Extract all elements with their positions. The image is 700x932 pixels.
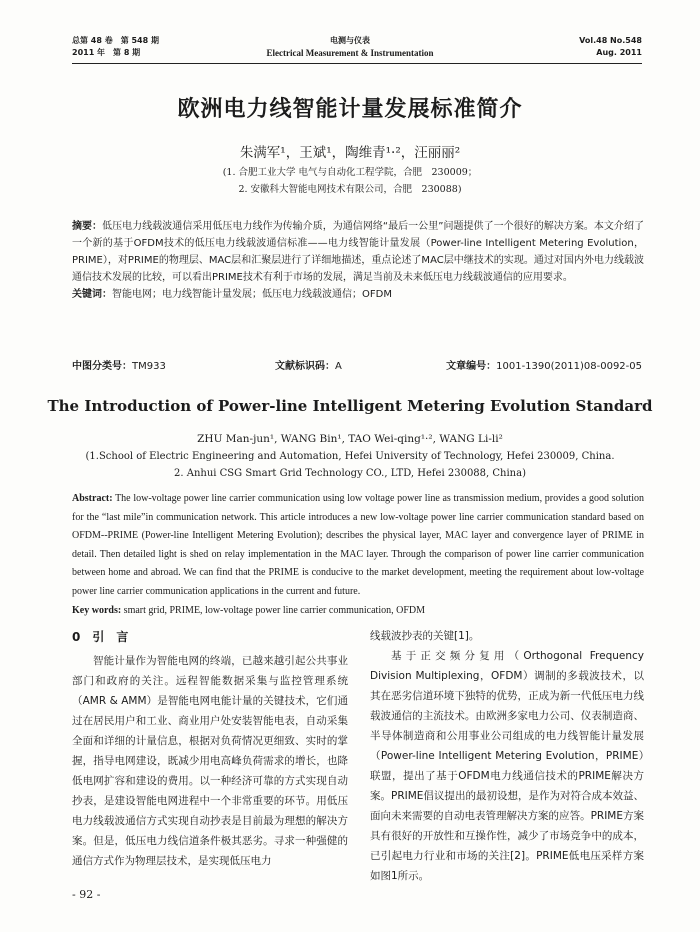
authors-english: ZHU Man-jun¹, WANG Bin¹, TAO Wei-qing¹·², WANG Li-li² [197,433,503,445]
title-chinese: 欧洲电力线智能计量发展标准简介 [177,97,523,122]
header-center-line2: Electrical Measurement & Instrumentation [266,48,434,58]
body-column-right [370,626,644,886]
keywords-en-text: smart grid, PRIME, low-voltage power line carrier communication, OFDM [123,604,425,616]
abstract-chinese [72,218,644,303]
header-center-line1: 电测与仪表 [330,36,370,45]
section-heading-introduction: 0 引 言 [72,630,129,644]
affiliation-cn-2: 2. 安徽科大智能电网技术有限公司，合肥 230088) [238,184,462,195]
affiliation-cn-1: (1. 合肥工业大学 电气与自动化工程学院，合肥 230009； [222,167,478,178]
affiliation-en-2: 2. Anhui CSG Smart Grid Technology CO., LTD, Hefei 230088, China) [174,468,526,479]
authors-chinese: 朱满军¹，王斌¹，陶维青¹·²，汪丽丽² [239,145,461,161]
document-code [275,357,342,372]
col2-first-line: 线载波抄表的关键[1]。 [370,630,480,642]
classification-value: TM933 [132,361,166,372]
header-right-line1: Vol.48 No.548 [579,36,642,45]
affiliations-chinese [0,164,700,198]
abstract-cn-label: 摘要： [72,221,103,232]
keywords-cn-text: 智能电网；电力线智能计量发展；低压电力线载波通信；OFDM [112,289,392,300]
header-left-line1: 总第 48 卷 第 548 期 [72,36,159,45]
article-number [446,357,642,372]
abstract-cn-text: 低压电力线载波通信采用低压电力线作为传输介质，为通信网络“最后一公里”问题提供了一个很好的解决方案。本文介绍了一个新的基于OFDM技术的低压电力线载波通信标准——电力线智能计量发展（Power-line Intelligent Metering Evolution，PRIME），对PRIME的物理层、MAC层和汇聚层进行了详细地描述，重点论述了MAC层中继技术的实现。通过对国内外电力线载波通信技术发展的比较，可以看出PRIME技术有利于市场的发展，满足当前及未来低压电力线载波通信的应用要求。 [72,221,644,283]
header-rule [72,63,642,64]
abstract-en-text: The low-voltage power line carrier communication using low voltage power line as transmission medium, provides a good solution for the “last mile”in communication network. This article introduces a new low-voltage power line carrier communication standard based on OFDM--PRIME (Power-line Intelligent Metering Evolution); describes the physical layer, MAC layer and convergence layer of PRIME in detail. Then detailed light is shed on relay implementation in the MAC layer. Through the comparison of power line carrier communication between home and abroad. We can find that the PRIME is conducive to the market development, meeting the requirement about low-voltage power line carrier communication applications in the current and future. [72,493,644,597]
classification-number [72,357,166,372]
affiliation-en-1: (1.School of Electric Engineering and Automation, Hefei University of Technology, Hefei 230009, China. [85,451,615,462]
doc-code-value: A [335,361,342,372]
journal-issue-info [579,35,642,59]
article-no-label: 文章编号： [446,361,497,372]
article-no-value: 1001-1390(2011)08-0092-05 [496,361,642,372]
title-english: The Introduction of Power-line Intelligent Metering Evolution Standard [47,397,653,415]
classification-label: 中图分类号： [72,361,132,372]
abstract-english [72,490,644,620]
doc-code-label: 文献标识码： [275,361,335,372]
header-right-line2: Aug. 2011 [596,48,642,57]
abstract-en-label: Abstract: [72,493,113,504]
keywords-cn-label: 关键词： [72,289,112,300]
page-number: - 92 - [72,888,101,901]
body-column-left: 智能计量作为智能电网的终端，已越来越引起公共事业部门和政府的关注。远程智能数据采集与监控管理系统（AMR & AMM）是智能电网电能计量的关键技术，它们通过在居民用户和工业、商业用户处安装智能电表，自动采集全面和详细的计量信息，根据对负荷情况更细致、实时的掌握，指导电网建设，既减少用电高峰负荷需求的增长，也降低电网扩容和建设的费用。以一种经济可靠的方式实现自动抄表，是建设智能电网进程中一个非常重要的环节。用低压电力线载波通信方式实现自动抄表是目前最为理想的解决方案。但是，低压电力线信道条件极其恶劣。寻求一种强健的通信方式作为物理层技术，是实现低压电力 [72,655,348,867]
col2-paragraph: 基于正交频分复用（Orthogonal Frequency Division Multiplexing，OFDM）调制的多载波技术，以其在恶劣信道环境下独特的优势，正成为新一代低压电力线载波通信的主流技术。由欧洲多家电力公司、仪表制造商、半导体制造商和公用事业公司组成的电力线智能计量发展（Power-line Intelligent Metering Evolution，PRIME）联盟，提出了基于OFDM电力线通信技术的PRIME解决方案。PRIME倡议提出的最初设想，是作为对符合成本效益、面向未来需要的自动电表管理解决方案的应答。PRIME方案具有很好的开放性和互操作性，减少了市场竞争中的成本，已引起电力行业和市场的关注[2]。PRIME低电压采样方案如图1所示。 [370,650,644,882]
keywords-en-label: Key words: [72,604,122,616]
header-left-line2: 2011 年 第 8 期 [72,48,141,57]
